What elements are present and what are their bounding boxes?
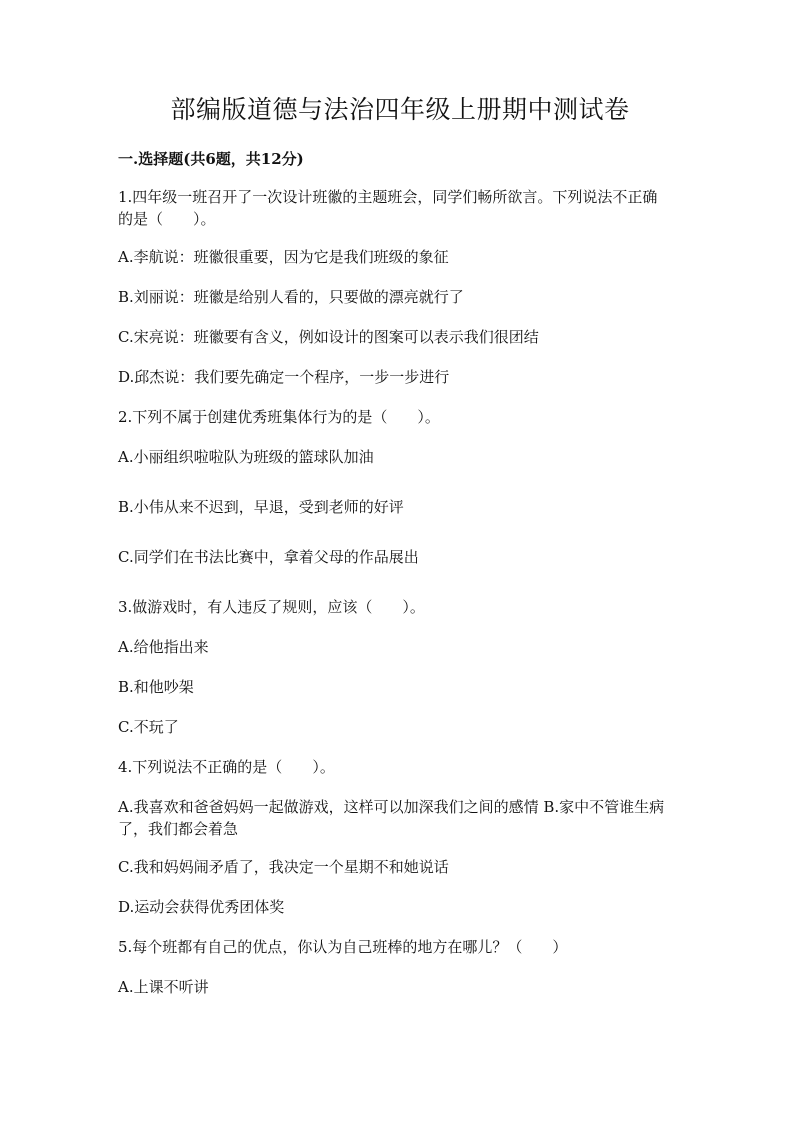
- question-1-option-c: C.宋亮说：班徽要有含义，例如设计的图案可以表示我们很团结: [118, 328, 539, 346]
- question-4-option-d: D.运动会获得优秀团体奖: [118, 898, 285, 916]
- question-3-stem: 3.做游戏时，有人违反了规则，应该（ ）。: [118, 598, 425, 616]
- question-2-option-b: B.小伟从来不迟到，早退，受到老师的好评: [118, 498, 404, 516]
- question-1-stem: 1.四年级一班召开了一次设计班徽的主题班会，同学们畅所欲言。下列说法不正确的是（ ）。: [118, 188, 658, 228]
- question-2-option-c: C.同学们在书法比赛中，拿着父母的作品展出: [118, 548, 419, 566]
- question-3-option-c: C.不玩了: [118, 718, 179, 736]
- question-1-option-d: D.邱杰说：我们要先确定一个程序，一步一步进行: [118, 368, 450, 386]
- question-5-option-a: A.上课不听讲: [118, 978, 209, 996]
- question-5-stem: 5.每个班都有自己的优点，你认为自己班棒的地方在哪儿？（ ）: [118, 938, 568, 956]
- question-2-option-a: A.小丽组织啦啦队为班级的篮球队加油: [118, 448, 374, 466]
- section-heading: 一.选择题(共6题，共12分): [118, 150, 304, 168]
- question-4-option-c: C.我和妈妈闹矛盾了，我决定一个星期不和她说话: [118, 858, 449, 876]
- question-4-option-a-b: A.我喜欢和爸爸妈妈一起做游戏，这样可以加深我们之间的感情 B.家中不管谁生病了，我们都会着急: [118, 798, 665, 838]
- question-3-option-b: B.和他吵架: [118, 678, 194, 696]
- question-4-stem: 4.下列说法不正确的是（ ）。: [118, 758, 335, 776]
- page-title: 部编版道德与法治四年级上册期中测试卷: [170, 95, 630, 124]
- question-3-option-a: A.给他指出来: [118, 638, 209, 656]
- question-1-option-a: A.李航说：班徽很重要，因为它是我们班级的象征: [118, 248, 449, 266]
- question-1-option-b: B.刘丽说：班徽是给别人看的，只要做的漂亮就行了: [118, 288, 464, 306]
- question-2-stem: 2.下列不属于创建优秀班集体行为的是（ ）。: [118, 408, 440, 426]
